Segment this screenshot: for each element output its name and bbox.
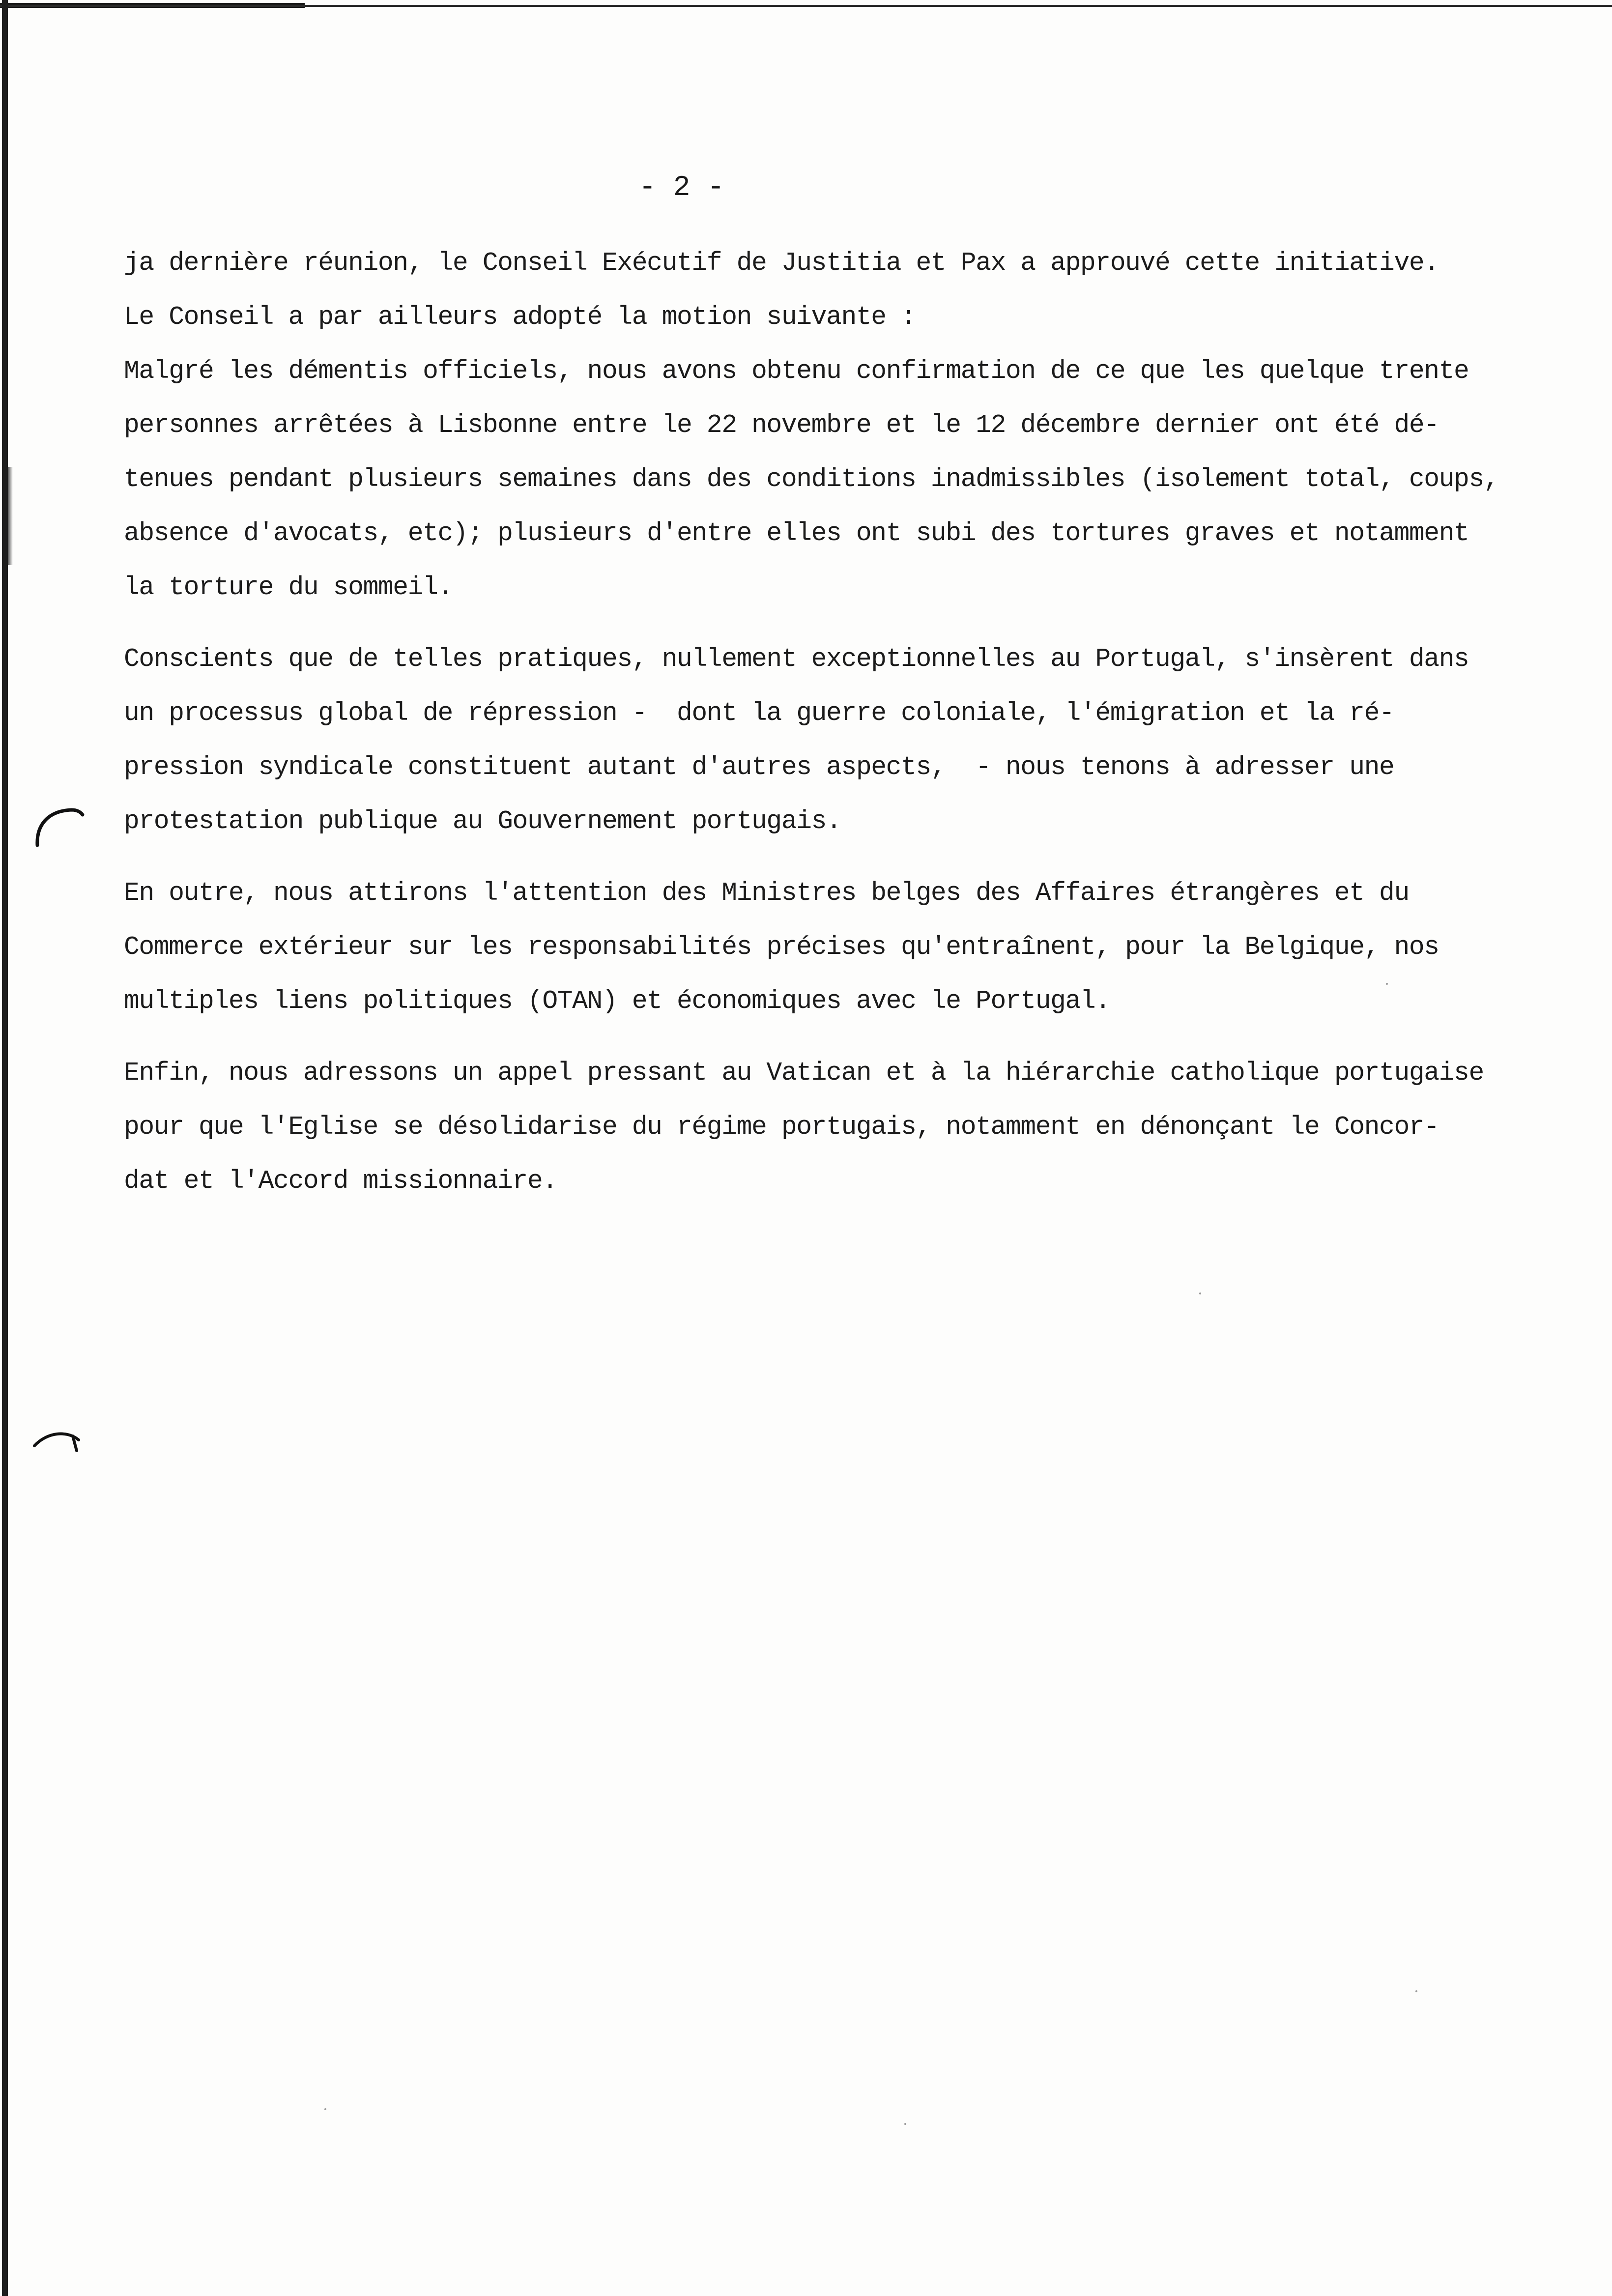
text-line: pression syndicale constituent autant d'autres aspects, - nous tenons à adresser une xyxy=(124,752,1394,782)
text-line: tenues pendant plusieurs semaines dans des conditions inadmissibles (isolement total, coups, xyxy=(124,464,1499,494)
text-line: pour que l'Eglise se désolidarise du régime portugais, notamment en dénonçant le Concor- xyxy=(124,1112,1439,1142)
text-line: Enfin, nous adressons un appel pressant au Vatican et à la hiérarchie catholique portugaise xyxy=(124,1058,1484,1088)
scan-speck xyxy=(324,2108,326,2110)
text-line: Le Conseil a par ailleurs adopté la motion suivante : xyxy=(124,302,916,332)
text-line: Commerce extérieur sur les responsabilités précises qu'entraînent, pour la Belgique, nos xyxy=(124,932,1439,962)
text-line: la torture du sommeil. xyxy=(124,573,453,602)
text-line: ja dernière réunion, le Conseil Exécutif de Justitia et Pax a approuvé cette initiative. xyxy=(124,248,1439,278)
scan-edge-left xyxy=(2,0,8,2296)
text-line: Conscients que de telles pratiques, nullement exceptionnelles au Portugal, s'insèrent dans xyxy=(124,644,1469,674)
scan-edge-top-line xyxy=(0,5,1612,7)
paragraph-motion xyxy=(124,236,1549,614)
text-line: un processus global de répression - dont la guerre coloniale, l'émigration et la ré- xyxy=(124,698,1394,728)
body-text xyxy=(124,236,1549,1208)
text-line: En outre, nous attirons l'attention des Ministres belges des Affaires étrangères et du xyxy=(124,878,1409,908)
scan-speck xyxy=(1415,1990,1417,1992)
paragraph-en-outre xyxy=(124,866,1549,1028)
scan-speck xyxy=(1199,1292,1201,1294)
text-line: personnes arrêtées à Lisbonne entre le 22 novembre et le 12 décembre dernier ont été dé- xyxy=(124,410,1439,440)
text-line: multiples liens politiques (OTAN) et économiques avec le Portugal. xyxy=(124,986,1110,1016)
text-line: Malgré les démentis officiels, nous avons obtenu confirmation de ce que les quelque trente xyxy=(124,356,1469,386)
text-line: absence d'avocats, etc); plusieurs d'entre elles ont subi des tortures graves et notamment xyxy=(124,518,1469,548)
binder-hole-mark-lower xyxy=(28,1415,86,1474)
text-line: dat et l'Accord missionnaire. xyxy=(124,1166,557,1196)
text-line: protestation publique au Gouvernement portugais. xyxy=(124,806,841,836)
scan-speck xyxy=(904,2123,906,2125)
paragraph-enfin xyxy=(124,1046,1549,1208)
binder-hole-mark-upper xyxy=(28,796,86,855)
page-number: - 2 - xyxy=(639,172,725,204)
paragraph-conscients xyxy=(124,632,1549,848)
scan-shadow-left xyxy=(8,467,13,565)
